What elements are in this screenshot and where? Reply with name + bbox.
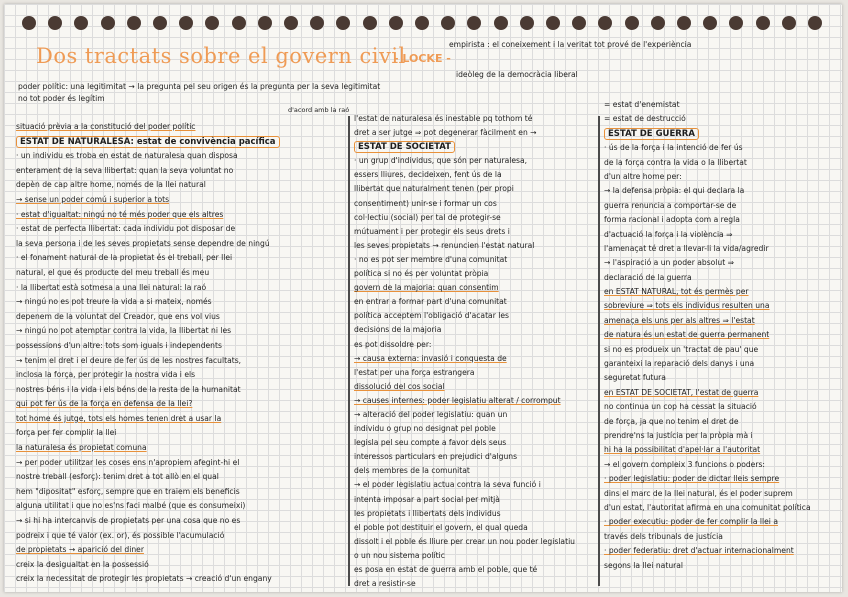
binding-hole — [782, 16, 796, 30]
note-line: en ESTAT NATURAL, tot és permès per — [604, 287, 749, 297]
note-line: → el govern compleix 3 funcions o poders: — [604, 459, 765, 469]
binding-hole — [179, 16, 193, 30]
note-line: creix la necessitat de protegir les propietats → creació d'un engany — [16, 574, 272, 584]
note-line: · un grup d'individus, que són per naturalesa, — [354, 156, 528, 166]
note-line: ESTAT DE SOCIETAT — [354, 140, 594, 154]
note-line: nostre treball (esforç): tenim dret a tot allò en el qual — [16, 472, 219, 482]
note-empirista: empirista : el coneixement i la veritat tot prové de l'experiència — [449, 40, 692, 49]
binding-hole — [74, 16, 88, 30]
note-line: legisla pel seu compte a favor dels seus — [354, 438, 507, 448]
note-line: decisions de la majoria — [354, 325, 442, 335]
binding-hole — [153, 16, 167, 30]
binding-hole — [520, 16, 534, 30]
note-line: = estat d'enemistat — [604, 100, 680, 109]
note-line: de força, ja que no tenim el dret de — [604, 416, 739, 426]
note-line: hi ha la possibilitat d'apel·lar a l'autoritat — [604, 445, 761, 455]
binding-hole — [625, 16, 639, 30]
note-line: d'actuació la força i la violència ⇒ — [604, 229, 733, 239]
note-line: govern de la majoria: quan consentim — [354, 283, 499, 293]
note-line: de propietats → aparició del diner — [16, 545, 144, 555]
note-line: natural, el que és producte del meu treball és meu — [16, 267, 210, 277]
binding-hole — [101, 16, 115, 30]
binding-hole — [756, 16, 770, 30]
note-line: ESTAT DE GUERRA — [604, 127, 840, 141]
note-line: les seves propietats → renuncien l'estat natural — [354, 240, 535, 250]
binding-hole — [703, 16, 717, 30]
note-line: · estat d'igualtat: ningú no té més poder que els altres — [16, 209, 224, 219]
note-line: força per fer complir la llei — [16, 428, 117, 438]
binding-hole — [22, 16, 36, 30]
binding-hole — [651, 16, 665, 30]
note-line: → ningú no es pot treure la vida a si mateix, només — [16, 297, 212, 307]
binding-hole — [48, 16, 62, 30]
binding-hole — [310, 16, 324, 30]
intro-line: poder polític: una legitimitat → la pregunta pel seu origen és la pregunta per la seva legitimitat — [18, 82, 381, 91]
note-line: sobreviure ⇒ tots els individus resulten una — [604, 301, 770, 311]
note-line: → alteració del poder legislatiu: quan un — [354, 409, 508, 419]
note-line: → el poder legislatiu actua contra la seva funció i — [354, 480, 541, 490]
note-line: l'estat per una força estrangera — [354, 367, 475, 377]
note-line: través dels tribunals de justícia — [604, 531, 723, 541]
note-line: = estat de destrucció — [604, 114, 686, 124]
note-line: col·lectiu (social) per tal de protegir-se — [354, 212, 501, 222]
note-line: la seva persona i de les seves propietats sense dependre de ningú — [16, 238, 270, 248]
note-line: situació prèvia a la constitució del poder polític — [16, 122, 196, 131]
binding-hole — [415, 16, 429, 30]
note-line: → tenim el dret i el deure de fer ús de les nostres facultats, — [16, 355, 242, 365]
note-line: nostres béns i la vida i els béns de la resta de la humanitat — [16, 384, 241, 394]
note-line: l'estat de naturalesa és inestable pq tothom té — [354, 114, 533, 123]
note-line: es pot dissoldre per: — [354, 339, 432, 349]
note-line: intenta imposar a part social per mitjà — [354, 494, 500, 504]
note-line: dret a resistir-se — [354, 579, 416, 589]
binding-hole — [258, 16, 272, 30]
note-line: o un nou sistema polític — [354, 550, 445, 560]
note-line: hem "dipositat" esforç, sempre que en traiem els beneficis — [16, 486, 240, 496]
note-line: forma racional i adopta com a regla — [604, 215, 740, 225]
note-line: ESTAT DE NATURALESA: estat de convivència pacífica — [16, 135, 348, 150]
note-line: llibertat que naturalment tenen (per propi — [354, 184, 514, 194]
binding-holes — [22, 16, 832, 32]
note-line: · la llibertat està sotmesa a una llei natural: la raó — [16, 282, 207, 292]
note-line: amenaça els uns per als altres ⇒ l'estat — [604, 315, 755, 325]
binding-hole — [494, 16, 508, 30]
note-line: tot home és jutge, tots els homes tenen dret a usar la — [16, 413, 222, 423]
binding-hole — [441, 16, 455, 30]
note-line: inclosa la força, per protegir la nostra vida i els — [16, 370, 196, 380]
column-divider — [348, 116, 350, 586]
note-line: podreix i que té valor (ex. or), és possible l'acumulació — [16, 530, 225, 540]
note-line: si no es produeix un 'tractat de pau' que — [604, 344, 759, 354]
note-line: en ESTAT DE SOCIETAT, l'estat de guerra — [604, 387, 759, 397]
note-line: les propietats i llibertats dels individus — [354, 508, 501, 518]
note-line: d'un estat, l'autoritat afirma en una comunitat política — [604, 502, 811, 512]
binding-hole — [205, 16, 219, 30]
binding-hole — [127, 16, 141, 30]
note-line: dels membres de la comunitat — [354, 466, 470, 476]
note-line: en entrar a formar part d'una comunitat — [354, 297, 507, 307]
column-estat-guerra — [604, 98, 840, 573]
note-line: alguna utilitat i que no es'ns faci malbé (que es consumeixi) — [16, 501, 246, 511]
binding-hole — [598, 16, 612, 30]
note-line: depenem de la voluntat del Creador, que ens vol vius — [16, 311, 220, 321]
binding-hole — [232, 16, 246, 30]
note-line: política acceptem l'obligació d'acatar les — [354, 311, 509, 321]
note-line: prendre'ns la justícia per la pròpia mà i — [604, 430, 753, 440]
note-line: enterament de la seva llibertat: quan la seva voluntat no — [16, 165, 234, 175]
note-line: dissolució del cos social — [354, 381, 445, 391]
note-line: segons la llei natural — [604, 560, 684, 570]
note-line: l'amenaçat té dret a llevar-li la vida/agredir — [604, 243, 769, 253]
note-line: seguretat futura — [604, 373, 666, 383]
note-line: interessos particulars en prejudici d'alguns — [354, 452, 518, 462]
binding-hole — [467, 16, 481, 30]
note-line: → ningú no pot atemptar contra la vida, la llibertat ni les — [16, 326, 232, 336]
column-estat-societat — [354, 112, 594, 591]
note-line: no continua un cop ha cessat la situació — [604, 402, 757, 412]
column-divider — [598, 116, 600, 586]
note-line: → si hi ha intercanvis de propietats per una cosa que no es — [16, 516, 241, 526]
note-line: · poder executiu: poder de fer complir la llei a — [604, 517, 778, 527]
note-line: consentiment) unir-se i formar un cos — [354, 198, 497, 208]
note-line: → sense un poder comú i superior a tots — [16, 194, 170, 204]
binding-hole — [363, 16, 377, 30]
note-line: · el fonament natural de la propietat és el treball, per llei — [16, 253, 233, 263]
small-note: d'acord amb la raó — [288, 106, 350, 114]
note-line: es posa en estat de guerra amb el poble, que té — [354, 565, 538, 574]
binding-hole — [336, 16, 350, 30]
note-line: → causes internes: poder legislatiu alterat / corromput — [354, 395, 561, 405]
note-line: possessions d'un altre: tots som iguals i independents — [16, 340, 222, 350]
binding-hole — [389, 16, 403, 30]
note-line: → per poder utilitzar les coses ens n'apropiem afegint-hi el — [16, 457, 240, 467]
note-line: de natura és un estat de guerra permanent — [604, 330, 770, 340]
binding-hole — [572, 16, 586, 30]
note-line: política si no és per voluntat pròpia — [354, 269, 489, 279]
notebook-page — [4, 4, 842, 592]
note-line: d'un altre home per: — [604, 171, 682, 181]
note-line: · poder federatiu: dret d'actuar internacionalment — [604, 546, 794, 556]
note-line: el poble pot destituir el govern, el qual queda — [354, 522, 528, 532]
binding-hole — [729, 16, 743, 30]
note-line: dret a ser jutge ⇒ pot degenerar fàcilment en → — [354, 128, 537, 138]
binding-hole — [677, 16, 691, 30]
note-line: individu o grup no designat pel poble — [354, 424, 496, 434]
column-estat-naturalesa — [16, 120, 348, 587]
note-line: → causa externa: invasió i conquesta de — [354, 353, 507, 363]
intro-line: no tot poder és legítim — [18, 94, 105, 103]
note-line: de la força contra la vida o la llibertat — [604, 157, 747, 167]
note-line: guerra renuncia a comportar-se de — [604, 200, 737, 210]
author-name: - LOCKE - — [394, 52, 451, 65]
note-line: essers lliures, decideixen, fent ús de la — [354, 170, 502, 180]
note-line: dins el marc de la llei natural, és el poder suprem — [604, 488, 793, 498]
note-line: · un individu es troba en estat de naturalesa quan disposa — [16, 151, 238, 161]
note-line: dissolt i el poble és lliure per crear un nou poder legislatiu — [354, 536, 575, 546]
binding-hole — [808, 16, 822, 30]
note-line: la naturalesa és propietat comuna — [16, 443, 147, 453]
note-line: garanteixi la reparació dels danys i una — [604, 359, 755, 369]
page-title: Dos tractats sobre el govern civil — [36, 44, 406, 68]
note-line: qui pot fer ús de la força en defensa de la llei? — [16, 399, 193, 409]
note-line: · no es pot ser membre d'una comunitat — [354, 254, 508, 264]
note-line: declaració de la guerra — [604, 272, 692, 282]
note-line: creix la desigualtat en la possessió — [16, 559, 149, 569]
note-line: · ús de la força i la intenció de fer ús — [604, 143, 743, 153]
binding-hole — [284, 16, 298, 30]
note-ideoleg: ideòleg de la democràcia liberal — [456, 70, 578, 79]
note-line: → l'aspiració a un poder absolut ⇒ — [604, 258, 734, 268]
binding-hole — [546, 16, 560, 30]
note-line: → la defensa pròpia: el qui declara la — [604, 186, 745, 196]
note-line: mútuament i per protegir els seus drets i — [354, 226, 510, 236]
note-line: depèn de cap altre home, només de la llei natural — [16, 180, 206, 190]
note-line: · estat de perfecta llibertat: cada individu pot disposar de — [16, 224, 236, 234]
note-line: · poder legislatiu: poder de dictar lleis sempre — [604, 474, 780, 484]
